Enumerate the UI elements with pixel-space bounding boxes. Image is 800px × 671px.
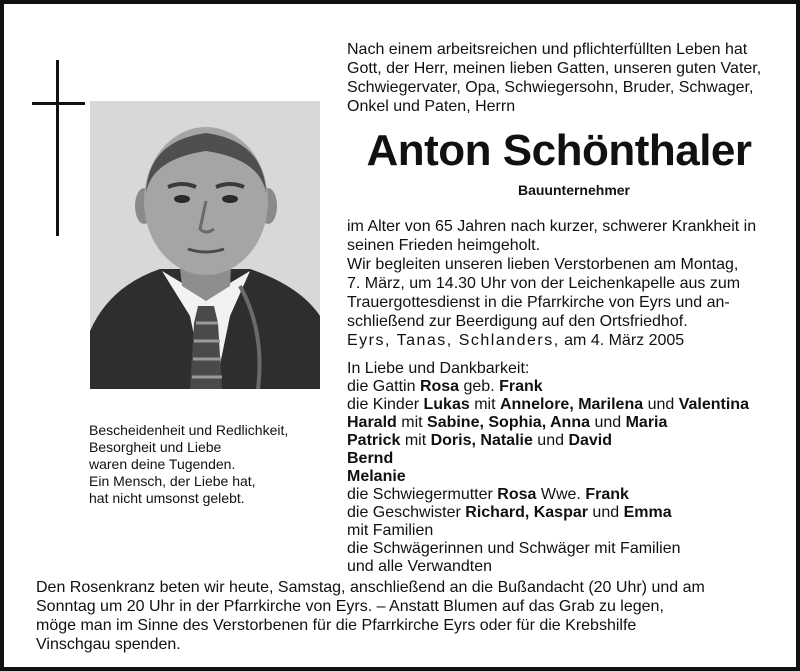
mourner-line <box>347 378 787 396</box>
mourner-line <box>347 396 787 414</box>
quote-line: hat nicht umsonst gelebt. <box>89 490 245 506</box>
mourner-name: Maria <box>625 414 668 431</box>
quote-line: Besorgheit und Liebe <box>89 439 222 455</box>
quote-line: Bescheidenheit und Redlichkeit, <box>89 422 289 438</box>
text: mit <box>400 432 431 449</box>
mourner-name: Frank <box>585 486 629 503</box>
mourner-line <box>347 432 787 450</box>
text: und <box>532 432 569 449</box>
mourner-name: Valentina <box>678 396 749 413</box>
mourner-name: Richard, Kaspar <box>465 504 588 521</box>
funeral-details <box>347 217 772 331</box>
mourner-name: Annelore, Marilena <box>499 396 644 413</box>
text: und <box>587 504 624 521</box>
mourner-line: die Schwägerinnen und Schwäger mit Familien <box>347 540 681 557</box>
text: mit <box>469 396 500 413</box>
mourners-list <box>347 360 787 576</box>
mourner-line: und alle Verwandten <box>347 558 492 575</box>
text: die Geschwister <box>347 504 466 521</box>
place-towns: Eyrs, Tanas, Schlanders, <box>347 332 560 349</box>
intro-line: Schwiegervater, Opa, Schwiegersohn, Bruder, Schwager, <box>347 79 754 96</box>
mourner-line: mit Familien <box>347 522 434 539</box>
mourner-name: Rosa <box>497 486 537 503</box>
intro-paragraph <box>347 40 772 116</box>
deceased-profession: Bauunternehmer <box>517 182 631 198</box>
text: geb. <box>459 378 500 395</box>
deceased-name: Anton Schönthaler <box>366 126 752 175</box>
mourners-opening: In Liebe und Dankbarkeit: <box>347 360 530 377</box>
quote-line: Ein Mensch, der Liebe hat, <box>89 473 256 489</box>
footer-line: Vinschgau spenden. <box>36 636 181 653</box>
place-date: am 4. März 2005 <box>564 332 685 349</box>
mourner-line <box>347 504 787 522</box>
mourner-name: David <box>568 432 613 449</box>
intro-line: Gott, der Herr, meinen lieben Gatten, unseren guten Vater, <box>347 60 762 77</box>
text: Wwe. <box>536 486 586 503</box>
portrait-photo <box>90 101 320 389</box>
cross-icon-horizontal <box>32 102 85 105</box>
cross-icon-vertical <box>56 60 59 236</box>
body-line: Wir begleiten unseren lieben Verstorbenen am Montag, <box>347 256 739 273</box>
mourner-name: Frank <box>499 378 543 395</box>
mourner-line <box>347 414 787 432</box>
place-date-line <box>347 331 772 350</box>
quote-line: waren deine Tugenden. <box>89 456 236 472</box>
mourner-line <box>347 468 787 486</box>
footer-line: Sonntag um 20 Uhr in der Pfarrkirche von Eyrs. – Anstatt Blumen auf das Grab zu legen, <box>36 598 664 615</box>
footer-line: Den Rosenkranz beten wir heute, Samstag, anschließend an die Bußandacht (20 Uhr) und am <box>36 579 705 596</box>
body-line: schließend zur Beerdigung auf den Ortsfriedhof. <box>347 313 688 330</box>
intro-line: Onkel und Paten, Herrn <box>347 98 516 115</box>
mourner-name: Sabine, Sophia, Anna <box>427 414 590 431</box>
body-line: seinen Frieden heimgeholt. <box>347 237 541 254</box>
mourner-name: Bernd <box>347 450 394 467</box>
mourner-name: Patrick <box>347 432 401 449</box>
mourner-line <box>347 486 787 504</box>
mourner-name: Harald <box>347 414 397 431</box>
text: die Kinder <box>347 396 424 413</box>
mourner-name: Melanie <box>347 468 406 485</box>
text: und <box>590 414 626 431</box>
mourner-line <box>347 450 787 468</box>
intro-line: Nach einem arbeitsreichen und pflichterfüllten Leben hat <box>347 41 748 58</box>
memorial-quote <box>89 422 329 507</box>
text: die Gattin <box>347 378 420 395</box>
mourner-name: Rosa <box>419 378 460 395</box>
rosary-footer <box>36 578 772 654</box>
footer-line: möge man im Sinne des Verstorbenen für die Pfarrkirche Eyrs oder für die Krebshilfe <box>36 617 637 634</box>
mourner-name: Emma <box>623 504 672 521</box>
text: und <box>643 396 679 413</box>
text: die Schwiegermutter <box>347 486 498 503</box>
body-line: 7. März, um 14.30 Uhr von der Leichenkapelle aus zum <box>347 275 741 292</box>
text: mit <box>396 414 428 431</box>
body-line: im Alter von 65 Jahren nach kurzer, schwerer Krankheit in <box>347 218 757 235</box>
mourner-name: Lukas <box>423 396 470 413</box>
body-line: Trauergottesdienst in die Pfarrkirche von Eyrs und an- <box>347 294 730 311</box>
mourner-name: Doris, Natalie <box>430 432 533 449</box>
